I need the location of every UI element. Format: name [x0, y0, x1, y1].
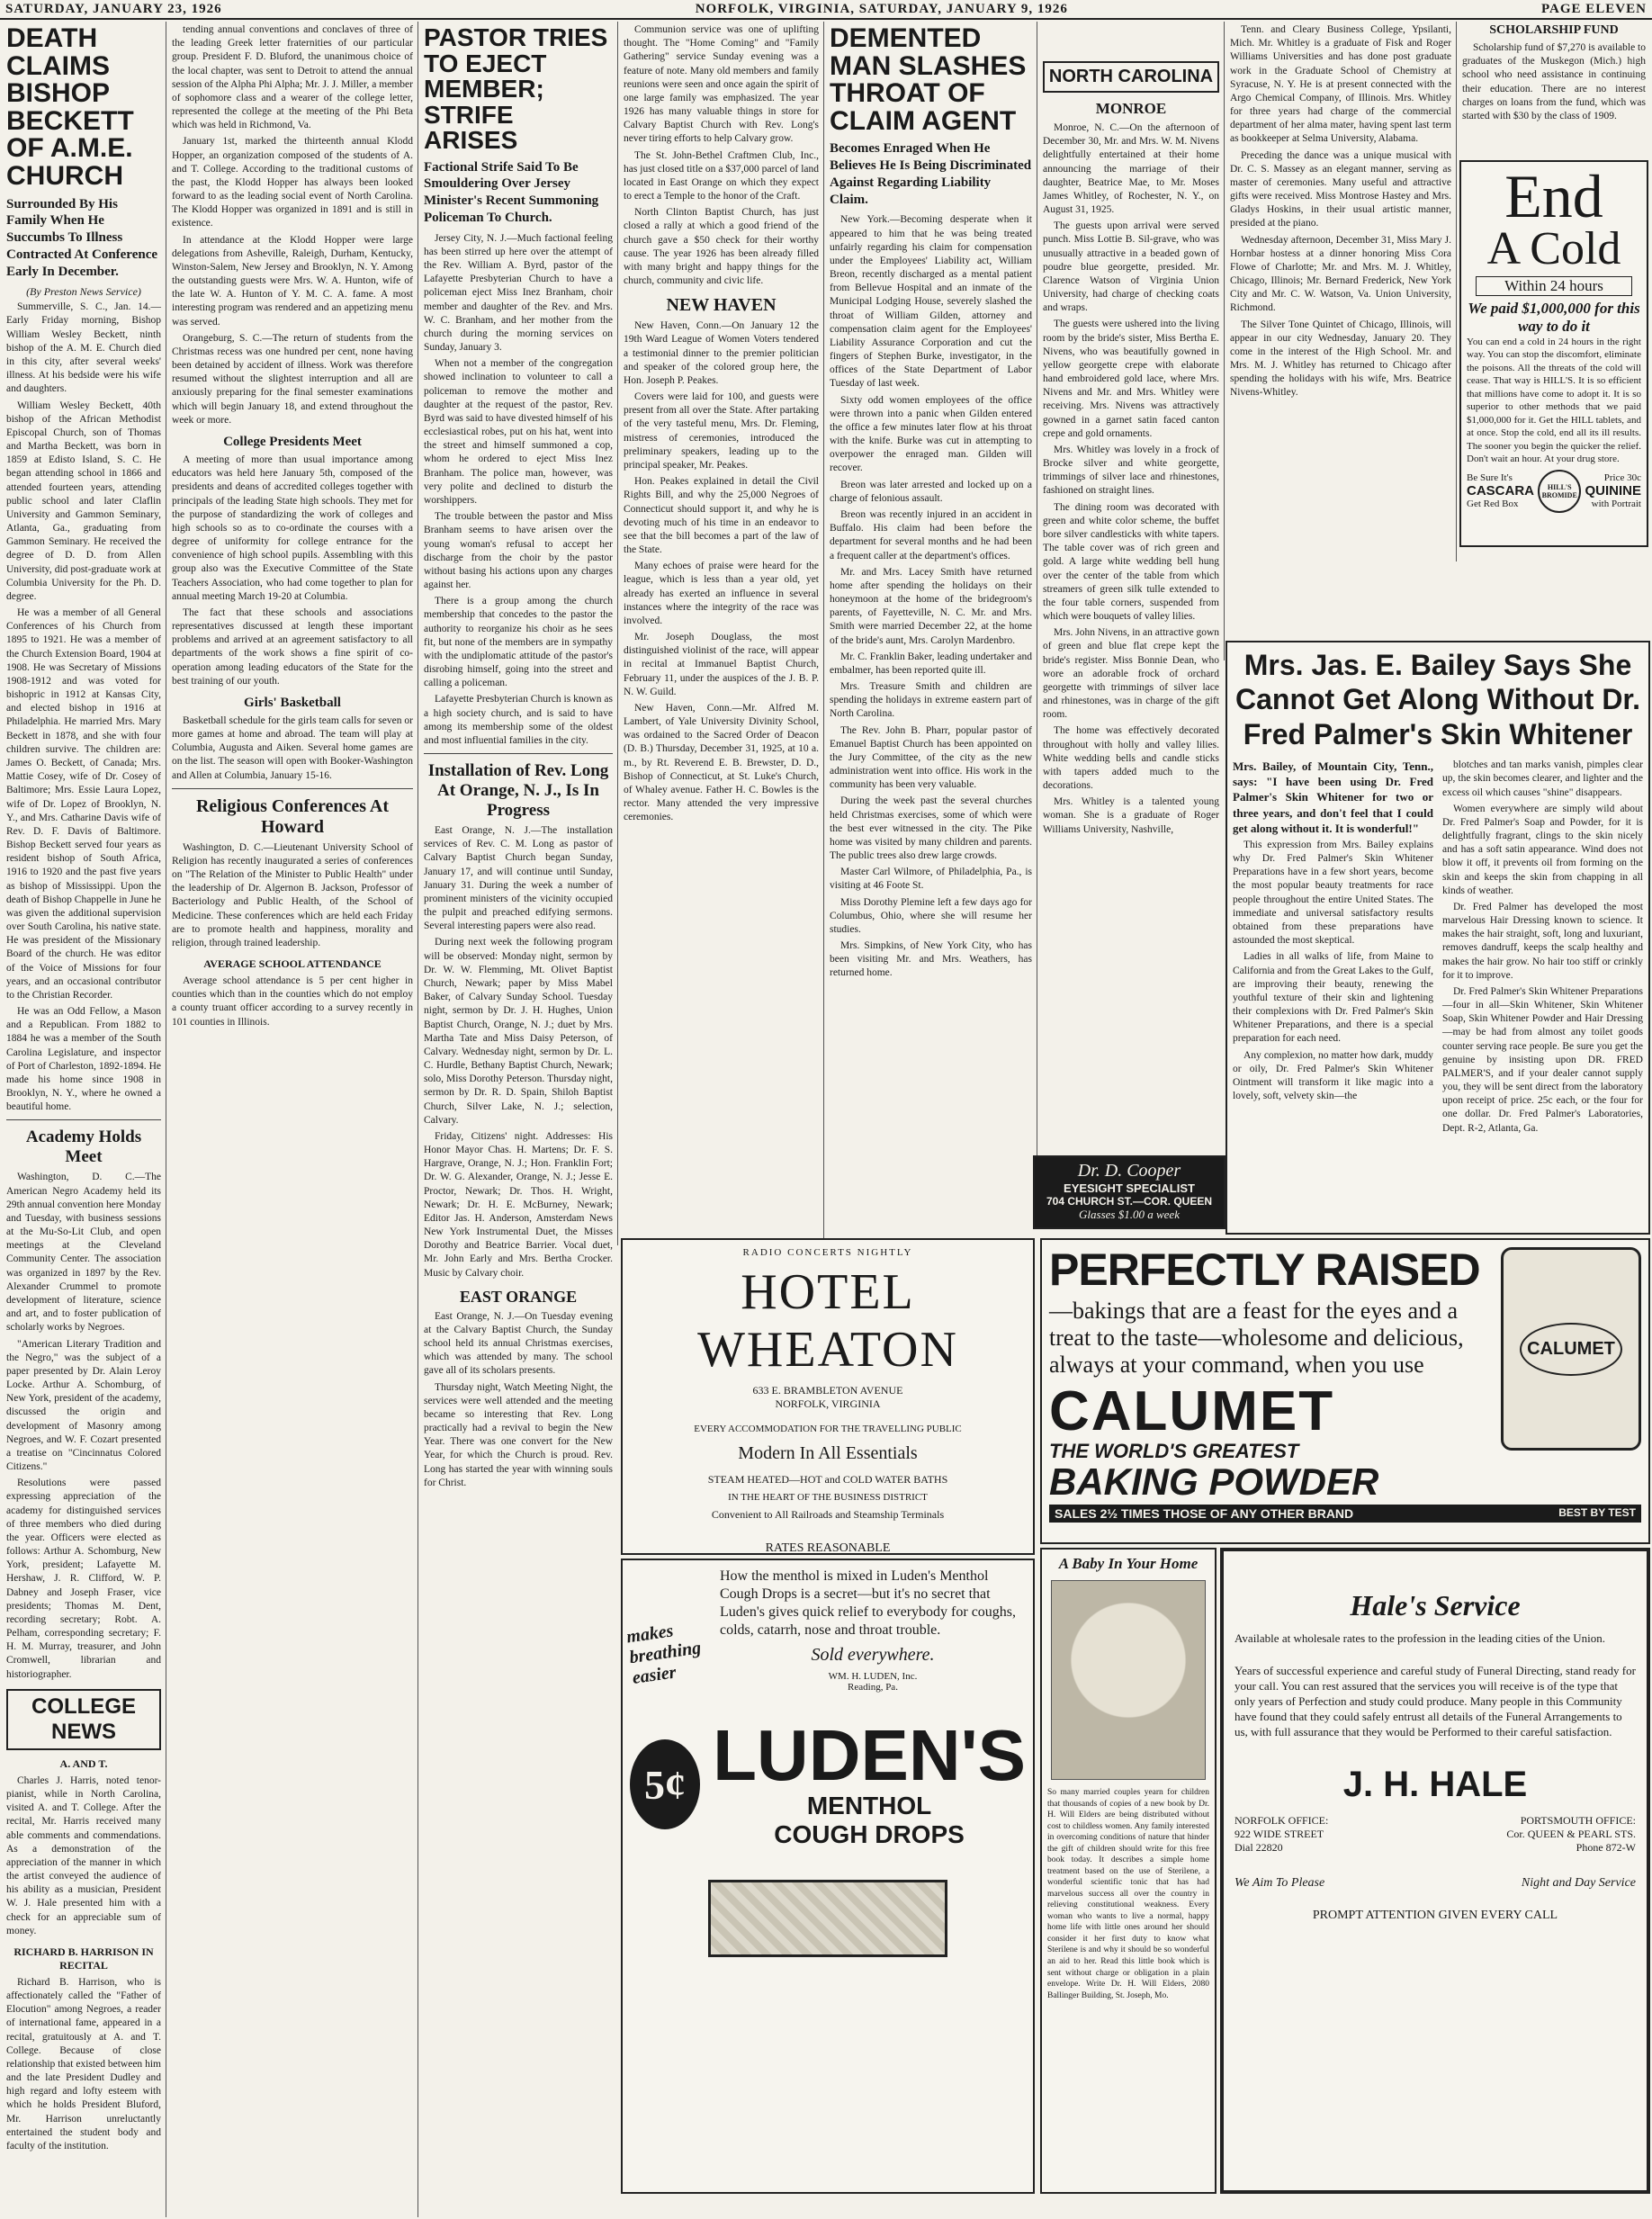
article-paragraph: Master Carl Wilmore, of Philadelphia, Pa., is visiting at 46 Foote St. — [830, 867, 1032, 892]
cold-ad-brand-2: QUININE — [1585, 483, 1641, 499]
article-paragraph: January 1st, marked the thirteenth annual Klodd Hopper, an organization composed of the students of A. and T. College. According to the traditional customs of the past, the Klodd Hopper has always been looked forward to as the leading social event of North Carolina. The Klodd Hopper was organized in 1891 and is still in existence. — [172, 136, 413, 229]
ludens-prod-1: MENTHOL — [806, 1792, 932, 1819]
ad-paragraph: Ladies in all walks of life, from Maine to California and from the Great Lakes to the Gulf, are improving their beauty, renewing the youthful texture of their skin and lightening their complexions with Dr. Fred Palmer's Skin Whitener Preparations, and there is a special preparation for each need. — [1233, 951, 1433, 1045]
hotel-wheaton-ad — [621, 1238, 1035, 1555]
optician-terms: Glasses $1.00 a week — [1079, 1208, 1180, 1221]
article-paragraph: Orangeburg, S. C.—The return of students from the Christmas recess was one hundred per cent, none having been detained by accident of illness. Work was therefore resumed without the slightest interruption and all are anxiously preparing for the final semester examinations which will begin January 18, and extend throughout the week or more. — [172, 332, 413, 426]
column-3 — [419, 23, 617, 2215]
ludens-prod-2: COUGH DROPS — [774, 1820, 965, 1848]
article-paragraph: He was an Odd Fellow, a Mason and a Republican. From 1882 to 1884 he was a member of the South Carolina Legislature, and inspector of Port of Charleston, 1892-1894. He made his home since 1908 in Brooklyn, N. Y., where he owned a beautiful home. — [6, 1006, 161, 1113]
ludens-maker-1: WM. H. LUDEN, Inc. — [828, 1671, 918, 1682]
calumet-head: PERFECTLY RAISED — [1049, 1244, 1480, 1295]
column-7 — [1226, 23, 1456, 563]
article-paragraph: Monroe, N. C.—On the afternoon of December 30, Mr. and Mrs. W. M. Nivens delightfully entertained at their home announcing the marriage of their daughter, Beatrice Mae, to Mr. Moses James Whitley, of Rochester, N. Y., on August 31, 1925. — [1043, 122, 1219, 216]
article-paragraph: Jersey City, N. J.—Much factional feeling has been stirred up here over the attempt of the Rev. William A. Byrd, pastor of the Lafayette Presbyterian Church to have a policeman eject Miss Inez Branham, choir member and daughter of the Rev. and Mrs. W. C. Branham, and her mother from the church during the morning services on Sunday, January 3. — [424, 232, 613, 354]
hale-lead: Available at wholesale rates to the profession in the leading cities of the Union. — [1235, 1631, 1606, 1645]
hotel-address-1: 633 E. BRAMBLETON AVENUE — [752, 1384, 903, 1397]
ludens-sold: Sold everywhere. — [811, 1645, 935, 1665]
deck-demented-man: Becomes Enraged When He Believes He Is Being Discriminated Against Regarding Liability Claim. — [830, 141, 1032, 207]
deck-bishop-beckett: Surrounded By His Family When He Succumbs To Illness Contracted At Conference Early In December. — [6, 196, 158, 279]
headline-east-orange: EAST ORANGE — [459, 1287, 578, 1306]
headline-bishop-beckett: DEATH CLAIMS BISHOP BECKETT OF A.M.E. CHURCH — [6, 23, 134, 191]
column-4 — [619, 23, 823, 1224]
cough-drop-box-icon — [708, 1880, 947, 1957]
column-1 — [2, 23, 166, 2215]
article-paragraph: Basketball schedule for the girls team calls for seven or more games at home and abroad. The team will play at Columbia, Augusta and Aiken. Several home games are on the list. The season will open with Booker-Washington and Allen at Columbia, January 15-16. — [172, 714, 413, 781]
article-paragraph: Mr. Joseph Douglass, the most distinguished violinist of the race, will appear in recital at Immanuel Baptist Church, February 11, under the auspices of the J. B. P. N. W. Guild. — [624, 632, 819, 697]
article-paragraph: North Clinton Baptist Church, has just closed a rally at which a good friend of the church gave a $50 check for their worthy cause. The year 1926 has been already filled with many bright and happy things for the church, community and civic life. — [624, 207, 819, 287]
deck-pastor: Factional Strife Said To Be Smouldering Over Jersey Minister's Recent Summoning Policeman To Church. — [424, 159, 599, 225]
headline-academy: Academy Holds Meet — [25, 1127, 142, 1167]
hale-footer: PROMPT ATTENTION GIVEN EVERY CALL — [1312, 1909, 1558, 1923]
cold-ad-box: Get Red Box — [1467, 499, 1519, 510]
article-paragraph: Preceding the dance was a unique musical with Dr. C. S. Massey as an elegant manner, serving as master of ceremonies. Many useful and attractive gifts were received. Miss Montrose Hastey and Mrs. Gladys Hoskins, in their usual artistic manner, presided at the piano. — [1230, 149, 1451, 229]
cold-ad — [1459, 160, 1648, 547]
column-rule — [823, 22, 824, 1245]
scholarship-head: SCHOLARSHIP FUND — [1489, 23, 1619, 37]
calumet-best: BEST BY TEST — [1558, 1505, 1636, 1519]
hale-portsmouth-office: PORTSMOUTH OFFICE: — [1520, 1814, 1636, 1828]
hotel-line-3: STEAM HEATED—HOT and COLD WATER BATHS — [707, 1473, 948, 1486]
article-paragraph: Lafayette Presbyterian Church is known as a high society church, and is said to have among its membership some of the oldest and most influential families in the city. — [424, 694, 613, 746]
article-paragraph: Mrs. Whitley was lovely in a frock of Brocke silver and white georgette, trimmings of silver lace and rhinestones, fashioned on straight lines. — [1043, 444, 1219, 497]
cold-ad-portrait: with Portrait — [1591, 499, 1641, 510]
byline: (By Preston News Service) — [26, 285, 141, 299]
article-paragraph: The trouble between the pastor and Miss Branham seems to have arisen over the young woman's refusal to accept her discharge from the choir by the pastor without basing his actions upon any charges against her. — [424, 511, 613, 591]
baking-powder-can-icon — [1501, 1247, 1641, 1451]
hotel-line-5: Convenient to All Railroads and Steamship Terminals — [711, 1508, 945, 1521]
ludens-side: makes breathing easier — [624, 1621, 703, 1688]
article-paragraph: Mr. and Mrs. Lacey Smith have returned home after spending the holidays on their honeymoon at the home of the bridegroom's parents, of Fayetteville, N. C. Mr. and Mrs. Smith were married December 22, at the home of the bride's aunt, Mrs. Carolyn Mardenbro. — [830, 566, 1032, 646]
article-paragraph: Mrs. John Nivens, in an attractive gown of green and blue flat crepe kept the bride's register. Miss Bonnie Dean, who wore an adorable frock of orchard georgette with trimmings of silver lace and rhinestones, was in charge of the gift room. — [1043, 627, 1219, 721]
article-paragraph: tending annual conventions and conclaves of three of the leading Greek letter fraternities of our particular group. President F. D. Bluford, the unanimous choice of the local chapter, was sent to Detroit to attend the annual session of the Alpha Phi Alpha; Mr. J. J. Miller, a member of sophomore class and a wearer of the college letter, represented the college at the meeting of the Phi Beta which was held in Richmond, Va. — [172, 24, 413, 131]
hale-portsmouth-phone: Phone 872-W — [1576, 1841, 1636, 1855]
north-carolina-head: NORTH CAROLINA — [1043, 61, 1219, 93]
masthead-page: PAGE ELEVEN — [1540, 1, 1647, 16]
headline-demented-man: DEMENTED MAN SLASHES THROAT OF CLAIM AGENT — [830, 23, 1027, 136]
skin-whitener-ad — [1226, 641, 1650, 1235]
hale-please: We Aim To Please — [1235, 1876, 1325, 1891]
hale-night-day: Night and Day Service — [1521, 1876, 1636, 1891]
article-paragraph: In attendance at the Klodd Hopper were large delegations from Asheville, Raleigh, Durham, Kentucky, Winston-Salem, New Jersey and Brooklyn, N. Y. Among the outstanding guests were Mrs. W. A. Hunton, wife of the late W. A. Hunton of Y. M. C. A. fame. A most interesting program was rendered and an appetizing menu was served. — [172, 234, 413, 328]
article-paragraph: Thursday night, Watch Meeting Night, the services were well attended and the meeting became so interesting that Rev. Long practically had a revival to begin the New Year. There was one convert for the New Year, for which the Church is proud. Rev. Long has started the year with winning souls for Christ. — [424, 1381, 613, 1488]
article-paragraph: Mrs. Treasure Smith and children are spending the holidays in extreme eastern part of North Carolina. — [830, 681, 1032, 720]
article-paragraph: Sixty odd women employees of the office were thrown into a panic when Gilden entered the office a few minutes later flow at his throat with the knife. Burke was cut in attempting to overpower the enraged man. Gilden will recover. — [830, 394, 1032, 474]
article-paragraph: East Orange, N. J.—On Tuesday evening at the Calvary Baptist Church, the Sunday school held its annual Christmas exercises, which was attended by many. The school gave all of its scholars presents. — [424, 1310, 613, 1377]
article-paragraph: He was a member of all General Conferences of his Church from 1895 to 1921. He was a member of the Church Extension Board, 1904 at 1908. He was Secretary of Missions 1908-1912 and was voted for bishopric in 1912 at Kansas City, and elected bishop in 1916 at Philadelphia. He married Mrs. Mary Beckett in 1878, and she with four children survive. The children are: James O. Beckett, of Canada; Mrs. Mattie Cosey, wife of Dr. Cosey of Baltimore; Mrs. Essie Laura Lopez, wife of Dr. Lopez of Brooklyn, N. Y., and Mrs. Catharine Davis wife of Rev. D. F. Davis of Baltimore. Bishop Beckett served four years as resident bishop of South Africa, 1916 to 1920 and the past five years as bishop of Mississippi. Upon the death of Bishop Chappelle in June he was given the additional supervision over South Carolina, his native state. He was president of the Missionary Board of the church. He was editor of the Voice of Missions for four years, and an occasional contributor to the Christian Recorder. — [6, 607, 161, 1001]
harrison-head: RICHARD B. HARRISON IN RECITAL — [13, 1945, 154, 1972]
article-paragraph: New Haven, Conn.—Mr. Alfred M. Lambert, of Yale University Divinity School, was ordained to the Sacred Order of Deacon (D. B.) Thursday, December 31, 1925, at 10 a. m., by Rt. Reverend E. B. Brewster, D. D., Bishop of Connecticut, at St. Luke's Church, of Whaley avenue. Father H. C. Bowles is the rector. Many attended the very impressive ceremonies. — [624, 702, 819, 823]
column-8 — [1458, 23, 1650, 158]
masthead — [0, 0, 1652, 20]
masthead-title: NORFOLK, VIRGINIA, SATURDAY, JANUARY 9, 1926 — [695, 1, 1068, 16]
article-paragraph: Mr. C. Franklin Baker, leading undertaker and embalmer, has been reported quite ill. — [830, 651, 1032, 676]
article-paragraph: The home was effectively decorated throughout with holly and valley lilies. White wedding bells and candle sticks with tapers added much to the decorations. — [1043, 725, 1219, 792]
skin-whitener-headline: Mrs. Jas. E. Bailey Says She Cannot Get Along Without Dr. Fred Palmer's Skin Whitener — [1235, 649, 1640, 750]
ludens-brand: LUDEN'S — [713, 1715, 1026, 1795]
hale-service-ad — [1220, 1548, 1650, 2194]
cold-ad-price: Price 30c — [1603, 472, 1641, 484]
article-paragraph: Friday, Citizens' night. Addresses: His Honor Mayor Chas. H. Martens; Dr. F. S. Hargrave, Orange, N. J.; Hon. Franklin Fort; Dr. W. G. Alexander, Orange, N. J.; Jesse E. Proctor, Newark; Dr. Thos. H. Wright, Newark; Dr. H. E. McBurney, Newark; Editor Jas. H. Anderson, Amsterdam News New York Instrumental Duet, the Misses Dorothy and Beatrice Barrier. Vocal duet, Mr. John Early and Mrs. Bertha Crocker. Music by Calvary choir. — [424, 1130, 613, 1279]
calumet-product: BAKING POWDER — [1049, 1460, 1379, 1503]
headline-girls-basketball: Girls' Basketball — [244, 695, 341, 710]
article-paragraph: Summerville, S. C., Jan. 14.—Early Friday morning, Bishop William Wesley Beckett, ninth bishop of the A. M. E. Church died in this city, after several weeks' illness. At his bedside were his wife and daughters. — [6, 301, 161, 395]
ad-paragraph: Dr. Fred Palmer has developed the most marvelous Hair Dressing known to science. It makes the hair straight, soft, long and luxuriant, removes dandruff, keeps the scalp healthy and makes the hair grow. No hair too stiff or crinkly for it to improve. — [1442, 901, 1643, 981]
cold-ad-body: You can end a cold in 24 hours in the right way. You can stop the discomfort, eliminate the poisons. All the threats of the cold will cease. That way is HILL'S. It is so efficient that millions have come to adopt it. It is so superior to other methods that we paid $1,000,000 for it. Get the HILL tablets, and at once. Stop the cold, end all its ill results. The sooner you begin the quicker the relief. Don't wait an hour. At your drug store. — [1467, 336, 1641, 465]
calumet-tag: THE WORLD'S GREATEST — [1049, 1439, 1299, 1462]
hale-norfolk-office: NORFOLK OFFICE: — [1235, 1814, 1329, 1828]
cold-ad-left: Be Sure It's — [1467, 472, 1513, 484]
ludens-maker-2: Reading, Pa. — [848, 1682, 898, 1693]
hale-body: Years of successful experience and careful study of Funeral Directing, stand ready for your call. You can rest assured that the services you will receive is of the type that only years of Perfection and study could produce. Many people in this Community have found that they could safely entrust all details of the Funeral Arrangements to us, with full assurance that they would be Performed to their careful satisfaction. — [1235, 1664, 1636, 1738]
hotel-line-1: EVERY ACCOMMODATION FOR THE TRAVELLING PUBLIC — [694, 1424, 962, 1434]
column-rule — [1224, 22, 1225, 660]
hale-norfolk-phone: Dial 22820 — [1235, 1841, 1283, 1855]
ludens-ad — [621, 1559, 1035, 2194]
column-rule — [1456, 22, 1457, 561]
article-paragraph: Average school attendance is 5 per cent higher in counties which than in the counties which do not employ a county truant officer according to a survey recently in 101 counties in Illinois. — [172, 975, 413, 1028]
article-paragraph: Breon was recently injured in an accident in Buffalo. His claim had been before the department for several months and he had been a frequent caller at the department's offices. — [830, 508, 1032, 561]
article-paragraph: There is a group among the church membership that concedes to the pastor the authority to reorganize his choir as he sees fit, but none of the members are in sympathy with the undiplomatic attitude of the pastor's disrobing himself, going into the street and calling a policeman. — [424, 596, 613, 689]
ad-paragraph: blotches and tan marks vanish, pimples clear up, the skin becomes clearer, and lighter and the excess oil which causes "shine" disappears. — [1442, 759, 1643, 798]
article-paragraph: New York.—Becoming desperate when it appeared to him that he was being treated unfairly regarding his claim for compensation under the Employees' Liability act, William Breon, recently discharged as a mental patient from Bellevue Hospital and an inmate of the Municipal Lodging House, severely slashed the throat of William Gilden, attorney and compensation claim agent for the Employees' Liability Assurance Corporation and cut the fingers of Stephen Burke, investigator, in the offices of the State Department of Labor Tuesday of last week. — [830, 214, 1032, 390]
hale-portsmouth-address: Cor. QUEEN & PEARL STS. — [1506, 1828, 1636, 1841]
article-paragraph: The dining room was decorated with green and white color scheme, the buffet bore silver candlesticks with white tapers. The table cover was of rich green and gold. A large white wedding bell hung over the center of the table from which streamers of green silk tulle extended to the four table corners, suspended from which were bouquets of valley lilies. — [1043, 501, 1219, 623]
ad-paragraph: Dr. Fred Palmer's Skin Whitener Preparations—four in all—Skin Whitener, Skin Whitener Soap, Skin Whitener Powder and Hair Dressing—may be had from almost any toilet goods counter serving race people. Be sure you get the genuine by insisting upon DR. FRED PALMER'S, and if your dealer cannot supply you, they will be sent direct from the laboratory upon receipt of price. 25c each, or the four for one dollar. Dr. Fred Palmer's Laboratories, Dept. R-2, Atlanta, Ga. — [1442, 985, 1643, 1134]
article-paragraph: Communion service was one of uplifting thought. The "Home Coming" and "Family Gathering" service Sunday evening was a feature of note. Many old members and family reunions were seen and once again the spirit of one large family was emphasized. The year 1926 has many valuable things in store for Calvary Baptist Church with Rev. Long's never tiring efforts to help Calvary grow. — [624, 24, 819, 145]
calumet-sales: SALES 2½ TIMES THOSE OF ANY OTHER BRAND — [1055, 1505, 1354, 1521]
article-paragraph: Charles J. Harris, noted tenor-pianist, while in North Carolina, visited A. and T. College. After the recital, Mr. Harris received many able comments and commendations. As a demonstration of the appreciation of the manner in which the artist conveyed the audience of his ability as a musician, President W. J. Hale presented him with a check for an appreciable sum of money. — [6, 1774, 161, 1936]
hotel-radio: RADIO CONCERTS NIGHTLY — [742, 1247, 913, 1258]
cold-ad-title-2: A Cold — [1486, 222, 1621, 274]
column-5 — [825, 23, 1037, 1224]
article-paragraph: Resolutions were passed expressing appreciation of the academy for distinguished services of three members who died during the year. Officers were elected as follows: Arthur A. Schomburg, New York, president; Lafayette M. Hershaw, J. R. Clifford, W. P. Dabney and Joseph Fraser, vice presidents; Thomas M. Dent, recording secretary; Robt. A. Pelham, corresponding secretary; F. H. M. Murray, treasurer, and John Cromwell, librarian and historiographer. — [6, 1478, 161, 1680]
column-rule — [417, 22, 418, 2217]
article-paragraph: Mrs. Simpkins, of New York City, who has been visiting Mr. and Mrs. Weathers, has returned home. — [830, 940, 1032, 979]
article-paragraph: Tenn. and Cleary Business College, Ypsilanti, Mich. Mr. Whitley is a graduate of Fisk and Roger Williams Universities and has done post graduate work in the Graduate School of Chemistry at Syracuse, N. Y. He is at present connected with the Argo Chemical Company, of Illinois. Mrs. Whitley for three years had charge of the commercial department of her alma mater, having spent last term as bookkeeper at Selma University, Alabama. — [1230, 24, 1451, 145]
headline-presidents-meet: College Presidents Meet — [223, 434, 362, 449]
article-paragraph: Hon. Peakes explained in detail the Civil Rights Bill, and why the 25,000 Negroes of Connecticut should support it, and why he is devoting much of his time in an endeavor to see that the bill becomes a part of the law of the State. — [624, 476, 819, 556]
cold-ad-footer — [1467, 470, 1641, 513]
ludens-body: How the menthol is mixed in Luden's Menthol Cough Drops is a secret—but it's no secret that Luden's gives quick relief to everybody for coughs, colds, catarrh, nose and throat trouble. — [720, 1568, 1017, 1638]
baby-head: A Baby In Your Home — [1058, 1555, 1199, 1572]
headline-new-haven: NEW HAVEN — [666, 295, 777, 316]
cold-ad-sub: Within 24 hours — [1476, 276, 1632, 296]
optician-name: Dr. D. Cooper — [1077, 1161, 1181, 1181]
article-paragraph: Mrs. Whitley is a talented young woman. She is a graduate of Roger Williams University, Nashville, — [1043, 796, 1219, 835]
article-paragraph: When not a member of the congregation showed inclination to volunteer to call a policeman to remove the mother and daughter at the request of the pastor, Rev. Byrd was said to have divested himself of his ecclesiastical robes, put on his hat, went into the street and himself summoned a cop, whom he ordered to eject Miss Inez Branham. The police man, however, was very polite and declined to disturb the worshippers. — [424, 358, 613, 506]
baby-ad — [1040, 1548, 1217, 2194]
monroe-head: MONROE — [1095, 100, 1167, 117]
article-paragraph: The Rev. John B. Pharr, popular pastor of Emanuel Baptist Church has been appointed on the Jury Committee, of the city as the new administration went into office. His work in the community has been very valuable. — [830, 724, 1032, 791]
calumet-footer — [1049, 1505, 1641, 1523]
hale-head: Hale's Service — [1350, 1589, 1521, 1622]
masthead-date: SATURDAY, JANUARY 23, 1926 — [5, 1, 222, 16]
cold-ad-slogan: We paid $1,000,000 for this way to do it — [1468, 299, 1640, 335]
article-paragraph: Miss Dorothy Plemine left a few days ago for Columbus, Ohio, where she will resume her studies. — [830, 896, 1032, 935]
skin-whitener-lead: Mrs. Bailey, of Mountain City, Tenn., says: "I have been using Dr. Fred Palmer's Skin Whitener for two or three years, and don't feel that I could get along without it. It is wonderful!" — [1233, 759, 1433, 835]
hotel-line-2: Modern In All Essentials — [738, 1443, 918, 1463]
optician-specialty: EYESIGHT SPECIALIST — [1064, 1181, 1195, 1195]
hotel-line-6: RATES REASONABLE — [765, 1541, 891, 1555]
article-paragraph: The St. John-Bethel Craftmen Club, Inc., has just closed title on a $37,000 parcel of land located in East Orange on which they expect to erect a Temple to the honor of the Craft. — [624, 149, 819, 202]
column-rule — [617, 22, 618, 1245]
optician-ad — [1033, 1155, 1226, 1229]
ad-paragraph: This expression from Mrs. Bailey explains why Dr. Fred Palmer's Skin Whitener Preparations have in a few short years, become the most popular beauty treatments for race people throughout the entire United States. The immediate and universal satisfactory results obtained from these preparations have astounded the most skeptical. — [1233, 839, 1433, 947]
cold-ad-brand-1: CASCARA — [1467, 483, 1534, 499]
college-sub: A. AND T. — [59, 1756, 108, 1770]
ad-paragraph: Women everywhere are simply wild about Dr. Fred Palmer's Soap and Powder, for it is delightfully fragrant, clings to the skin nicely and has a soft satin appearance. Wind does not blow it off, it prevents oil from forming on the skin and keeps the skin from chapping in all kinds of weather. — [1442, 803, 1643, 896]
article-paragraph: Richard B. Harrison, who is affectionately called the "Father of Elocution" among Negroes, a reader of international fame, appeared in a recital, gratuitously at A. and T. College. Because of close relationship that existed between him and the late President Dudley and high regard and lofty esteem with which he holds President Bluford, Mr. Harrison unreluctantly entertained the student body and faculty of the institution. — [6, 1976, 161, 2152]
ad-paragraph: Any complexion, no matter how dark, muddy or oily, Dr. Fred Palmer's Skin Whitener Ointment will transform it like magic into a lovely, soft, velvety skin—the — [1233, 1049, 1433, 1102]
article-paragraph: "American Literary Tradition and the Negro," was the subject of a paper presented by Dr. Alain Leroy Locke. Arthur A. Schomburg, of New York, president of the academy, discussed the origin and development of Masonry among Negroes, and W. F. Cozart presented a treatise on "Cincinnatus Colored Citizens." — [6, 1338, 161, 1473]
hotel-line-4: IN THE HEART OF THE BUSINESS DISTRICT — [728, 1492, 928, 1503]
cold-ad-title-1: End — [1504, 162, 1603, 230]
divider — [6, 1119, 161, 1120]
college-news-head: COLLEGE NEWS — [6, 1689, 161, 1750]
calumet-ad — [1040, 1238, 1650, 1544]
article-paragraph: During next week the following program will be observed: Monday night, sermon by Dr. W. W. Flemming, Mt. Olivet Baptist Church, Newark; paper by Miss Mabel Baker, of Calvary Sunday School. Tuesday night, sermon by Dr. J. H. Hughes, Union Baptist Church, Orange, N. J.; duet by Mrs. Martha Tate and Miss Daisy Peterson, of Calvary. Wednesday night, sermon by Dr. L. C. Hurdle, Bethany Baptist Church, Newark; solo, Miss Dorothy Peterson. Thursday night, sermon by Dr. R. D. Spain, Shiloh Baptist Church, Silver Lake, N. J.; selection, Calvary. — [424, 937, 613, 1126]
headline-installation: Installation of Rev. Long At Orange, N. J., Is In Progress — [427, 761, 609, 821]
calumet-body: —bakings that are a feast for the eyes and a treat to the taste—wholesome and delicious, always at your command, when you use — [1049, 1298, 1464, 1378]
headline-school-attendance: AVERAGE SCHOOL ATTENDANCE — [203, 957, 382, 971]
can-label: CALUMET — [1520, 1323, 1622, 1376]
divider — [424, 753, 613, 754]
article-paragraph: Scholarship fund of $7,270 is available to graduates of the Muskegon (Mich.) high school who need assistance in continuing their education. There are no interest charges on loans from the fund, which was started with $30 by the class of 1909. — [1462, 42, 1646, 121]
mother-baby-illustration-icon — [1051, 1580, 1206, 1780]
article-paragraph: During the week past the several churches held Christmas exercises, some of which were the best ever witnessed in the city. The Pike home was visited by many children and parents. The public trees also drew large crowds. — [830, 795, 1032, 862]
article-paragraph: A meeting of more than usual importance among educators was held here January 5th, composed of the presidents and deans of accredited colleges together with principals of the leading State high schools. They met for the purpose of standardizing the work of colleges and high schools so as to co-ordinate the courses with a degree of uniformity for college entrance for the convenience of high school pupils. Assembling with this group also was the Executive Committee of the State Teachers Association, who had come together to plan for annual meeting March 19-20 at Columbia. — [172, 454, 413, 602]
headline-pastor: PASTOR TRIES TO EJECT MEMBER; STRIFE ARISES — [424, 23, 608, 155]
optician-address: 704 CHURCH ST.—COR. QUEEN — [1046, 1195, 1213, 1208]
hale-norfolk-address: 922 WIDE STREET — [1235, 1828, 1324, 1841]
hale-name: J. H. HALE — [1342, 1765, 1528, 1805]
headline-religious-conferences: Religious Conferences At Howard — [195, 795, 390, 837]
article-paragraph: William Wesley Beckett, 40th bishop of the African Methodist Episcopal Church, son of Thomas and Martha Beckett, was born in 1859 at Edisto Island, S. C. He began attending school in 1866 and attended fourteen years, attending public school and later Claflin University and Gammon Seminary, Atlanta, Ga., graduating from Gammon Seminary. He received the degree of D. D. from Allen University, did post-graduate work at Columbia University for the Ph. D. degree. — [6, 400, 161, 602]
article-paragraph: Wednesday afternoon, December 31, Miss Mary J. Hornbar hostess at a dinner honoring Miss Cora Flowe of Charlotte; Mr. and Mrs. M. J. Whitley, Chicago, Illinois; Mr. Bernard Frederick, New York City and Mr. C. W. Watson, Va. Union University, Richmond. — [1230, 234, 1451, 314]
hotel-name: HOTEL WHEATON — [697, 1264, 958, 1378]
article-paragraph: Washington, D. C.—The American Negro Academy held its 29th annual convention here Monday and Tuesday, with business sessions at the Mu-So-Lit Club, and open meetings at the Cleveland Community Center. The association was organized in 1897 by the Rev. Alexander Crummel to promote development of literature, science and art, and to foster publication of scholarly works by Negroes. — [6, 1172, 161, 1334]
calumet-brand: CALUMET — [1049, 1379, 1335, 1442]
article-paragraph: The Silver Tone Quintet of Chicago, Illinois, will appear in our city Wednesday, January 20. They come in the interest of the High School. Mr. and Mrs. M. J. Whitley has returned to Chicago after spending the holidays with his wife, Mrs. Beatrice Nivens-Whitley. — [1230, 319, 1451, 399]
article-paragraph: East Orange, N. J.—The installation services of Rev. C. M. Long as pastor of Calvary Baptist Church began Sunday, January 17, and will continue until Sunday, January 31. During the week a number of prominent ministers of the vicinity occupied the pulpit and preached edifying sermons. Several interesting papers were also read. — [424, 825, 613, 932]
column-2 — [167, 23, 417, 2215]
divider — [172, 788, 413, 789]
article-paragraph: The guests upon arrival were served punch. Miss Lottie B. Sil-grave, who was unusually attractive in a beaded gown of poudre blue georgette, presided. Mr. Clarence Watson of Virginia Union University, had charge of checking coats and wraps. — [1043, 220, 1219, 314]
article-paragraph: The fact that these schools and associations representatives discussed at length these important problems and arrived at an agreement satisfactory to all departments of the work shows a fine spirit of co-operation among leading educators of the State for the best training of our youth. — [172, 606, 413, 687]
optician-name-wrap — [1038, 1161, 1220, 1181]
column-6 — [1038, 23, 1224, 1148]
article-paragraph: The guests were ushered into the living room by the bride's sister, Miss Bertha E. Nivens, who was beautifully gowned in yellow georgette crepe with elaborate hand embroidered gold lace, where Mrs. Nivens and Mr. and Mrs. Whitley were receiving. Mrs. Nivens was attractively gowned in a garnet satin faced canton crepe and gold ornaments. — [1043, 319, 1219, 439]
article-paragraph: Breon was later arrested and locked up on a charge of felonious assault. — [830, 479, 1032, 504]
article-paragraph: Washington, D. C.—Lieutenant University School of Religion has recently inaugurated a series of conferences on "The Relation of the Minister to Public Health" under the leadership of Dr. Algernon B. Jackson, Professor of Bacteriology and Public Health, of the School of Medicine. These conferences which are held each Friday are to promote health and happiness, morality and religion, through trained leadership. — [172, 841, 413, 948]
article-paragraph: Covers were laid for 100, and guests were present from all over the State. After partaking of the very tasteful menu, Mrs. Dr. Fleming, mistress of ceremonies, introduced the preliminary speakers, leading up to the principal speaker, Mr. Peakes. — [624, 391, 819, 471]
baby-body: So many married couples yearn for children that thousands of copies of a new book by Dr. H. Will Elders are being distributed without cost to childless women. Any family interested in overcoming conditions of nature that hinder the gift of children should write for this free book today. It describes a simple home treatment based on the use of Sterilene, a wonderful scientific tonic that has had marvelous success all over the country in relieving constitutional weakness. Every woman who wants to live a normal, happy home life with little ones around her should consider it her first duty to know what Sterilene is and why it should be so wonderful an aid to her. Read this little book which is sent without charge or obligation in a plain envelope. Write Dr. H. Will Elders, 2080 Ballinger Building, St. Joseph, Mo. — [1047, 1788, 1209, 2000]
hotel-address-2: NORFOLK, VIRGINIA — [775, 1397, 881, 1410]
article-paragraph: New Haven, Conn.—On January 12 the 19th Ward League of Women Voters tendered a testimonial dinner to the premier politician and speaker of the colored group here, the Hon. Joseph P. Peakes. — [624, 320, 819, 386]
hills-seal-icon: HILL'S BROMIDE — [1538, 470, 1581, 513]
article-paragraph: Many echoes of praise were heard for the league, which is less than a year old, yet already has exerted an influence in several instances where the integrity of the race was involved. — [624, 561, 819, 626]
ludens-price-badge: 5¢ — [630, 1739, 700, 1829]
